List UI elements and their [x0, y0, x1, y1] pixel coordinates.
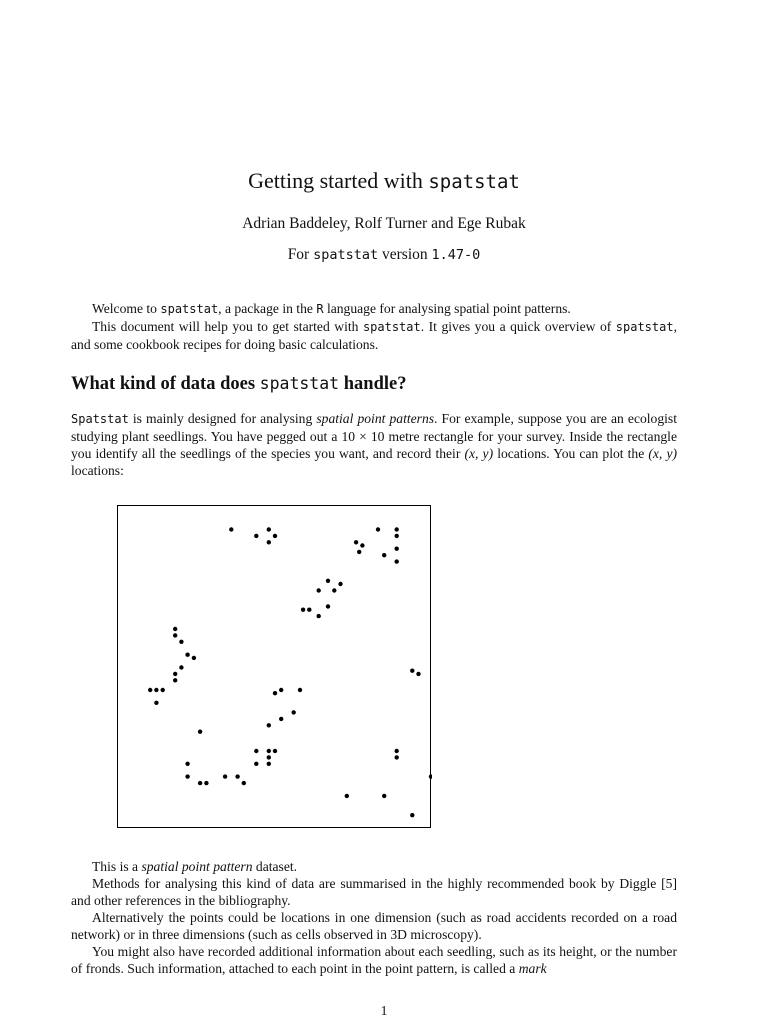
heading-text: handle? — [339, 374, 407, 394]
data-point-33 — [154, 688, 158, 692]
data-point-8 — [354, 540, 358, 544]
title-prefix: Getting started with — [248, 168, 429, 193]
data-point-9 — [360, 543, 364, 547]
heading-text: What kind of data does — [71, 374, 260, 394]
data-point-46 — [267, 755, 271, 759]
body-emphasis: mark — [518, 961, 547, 976]
data-point-31 — [416, 672, 420, 676]
data-point-30 — [410, 669, 414, 673]
data-point-39 — [292, 710, 296, 714]
data-point-56 — [235, 774, 239, 778]
data-point-15 — [332, 588, 336, 592]
data-point-32 — [148, 688, 152, 692]
version-middle: version — [378, 246, 432, 263]
version-prefix: For — [287, 246, 314, 263]
data-point-17 — [317, 588, 321, 592]
data-point-35 — [154, 701, 158, 705]
body-paragraph-4: Alternatively the points could be locations in one dimension (such as road accidents recorded on a road network) or in three dimensions (such as cells observed in 3D microscopy). — [71, 910, 677, 942]
data-point-5 — [376, 527, 380, 531]
data-point-34 — [161, 688, 165, 692]
intro-package: spatstat — [160, 302, 219, 316]
data-point-41 — [267, 723, 271, 727]
intro-package: spatstat — [362, 320, 421, 334]
body-paragraphs-2 — [71, 858, 677, 977]
data-point-13 — [395, 559, 399, 563]
intro-paragraph-1 — [71, 300, 677, 318]
data-point-2 — [267, 527, 271, 531]
data-point-19 — [301, 608, 305, 612]
data-point-55 — [223, 774, 227, 778]
body-math: (x, y) — [648, 446, 677, 461]
data-point-12 — [382, 553, 386, 557]
authors: Adrian Baddeley, Rolf Turner and Ege Rubak — [242, 215, 526, 232]
data-point-4 — [267, 540, 271, 544]
point-pattern-svg — [118, 506, 432, 829]
intro-text: . It gives you a quick overview of — [420, 319, 616, 334]
body-text: is mainly designed for analysing — [128, 411, 317, 426]
intro-text: , and some cookbook recipes for doing basic calculations. — [71, 319, 677, 352]
data-point-20 — [307, 608, 311, 612]
intro-text: This document will help you to get started with — [92, 319, 363, 334]
data-point-44 — [267, 749, 271, 753]
body-paragraph-2 — [71, 858, 677, 875]
data-point-54 — [204, 781, 208, 785]
data-point-48 — [267, 762, 271, 766]
data-point-52 — [185, 774, 189, 778]
heading-package: spatstat — [259, 374, 340, 393]
data-point-29 — [173, 678, 177, 682]
intro-text: Welcome to — [92, 301, 161, 316]
body-paragraph-5 — [71, 943, 677, 977]
body-text: This is a — [92, 859, 142, 874]
data-point-6 — [395, 527, 399, 531]
data-point-11 — [395, 547, 399, 551]
data-point-60 — [382, 794, 386, 798]
body-math: (x, y) — [464, 446, 494, 461]
data-point-51 — [185, 762, 189, 766]
data-point-22 — [173, 627, 177, 631]
body-text: locations: — [71, 463, 124, 478]
data-point-59 — [345, 794, 349, 798]
data-point-18 — [326, 604, 330, 608]
data-point-49 — [395, 749, 399, 753]
data-point-28 — [173, 672, 177, 676]
data-point-25 — [185, 653, 189, 657]
data-point-27 — [179, 665, 183, 669]
data-point-16 — [338, 582, 342, 586]
data-point-38 — [298, 688, 302, 692]
version-package: spatstat — [313, 247, 379, 263]
section-heading — [71, 374, 406, 395]
data-point-23 — [173, 633, 177, 637]
point-pattern-plot — [117, 505, 431, 828]
data-point-0 — [229, 527, 233, 531]
body-text: . For example, suppose you are an ecologist studying plant seedlings. You have pegged out a 10 × 10 metre rectangle for your survey. Inside the rectangle you identify all the seedlings of the species you want, and record their — [71, 411, 677, 461]
data-point-3 — [273, 534, 277, 538]
data-point-61 — [410, 813, 414, 817]
body-text: locations. You can plot the — [493, 446, 649, 461]
data-point-21 — [317, 614, 321, 618]
data-point-40 — [279, 717, 283, 721]
version-number: 1.47-0 — [431, 247, 481, 263]
page-number: 1 — [380, 1003, 388, 1018]
data-point-14 — [326, 579, 330, 583]
data-point-24 — [179, 640, 183, 644]
data-point-57 — [242, 781, 246, 785]
body-paragraph-1 — [71, 410, 677, 479]
data-point-37 — [279, 688, 283, 692]
body-paragraph-3: Methods for analysing this kind of data are summarised in the highly recommended book by Diggle [5] and other references in the bibliography. — [71, 876, 677, 908]
data-point-10 — [357, 550, 361, 554]
data-point-26 — [192, 656, 196, 660]
body-package: Spatstat — [71, 412, 129, 426]
intro-text: , a package in the — [218, 301, 317, 316]
data-point-36 — [273, 691, 277, 695]
title-package: spatstat — [428, 171, 520, 193]
data-point-50 — [395, 755, 399, 759]
data-point-53 — [198, 781, 202, 785]
data-point-42 — [198, 730, 202, 734]
intro-paragraph-2 — [71, 318, 677, 353]
data-point-45 — [273, 749, 277, 753]
intro-text: language for analysing spatial point patterns. — [323, 301, 571, 316]
intro-paragraphs — [71, 300, 677, 353]
body-emphasis: spatial point pattern — [141, 859, 253, 874]
body-emphasis: spatial point patterns — [316, 411, 435, 426]
body-text: You might also have recorded additional information about each seedling, such as its height, or the number of fronds. Such information, attached to each point in the point pattern, is called a — [71, 944, 677, 976]
data-point-7 — [395, 534, 399, 538]
data-point-47 — [254, 762, 258, 766]
intro-package: spatstat — [615, 320, 674, 334]
version-line — [0, 246, 768, 264]
data-point-1 — [254, 534, 258, 538]
data-point-43 — [254, 749, 258, 753]
intro-language: R — [316, 302, 324, 316]
document-title — [0, 168, 768, 194]
body-text: dataset. — [252, 859, 298, 874]
data-point-58 — [429, 774, 432, 778]
